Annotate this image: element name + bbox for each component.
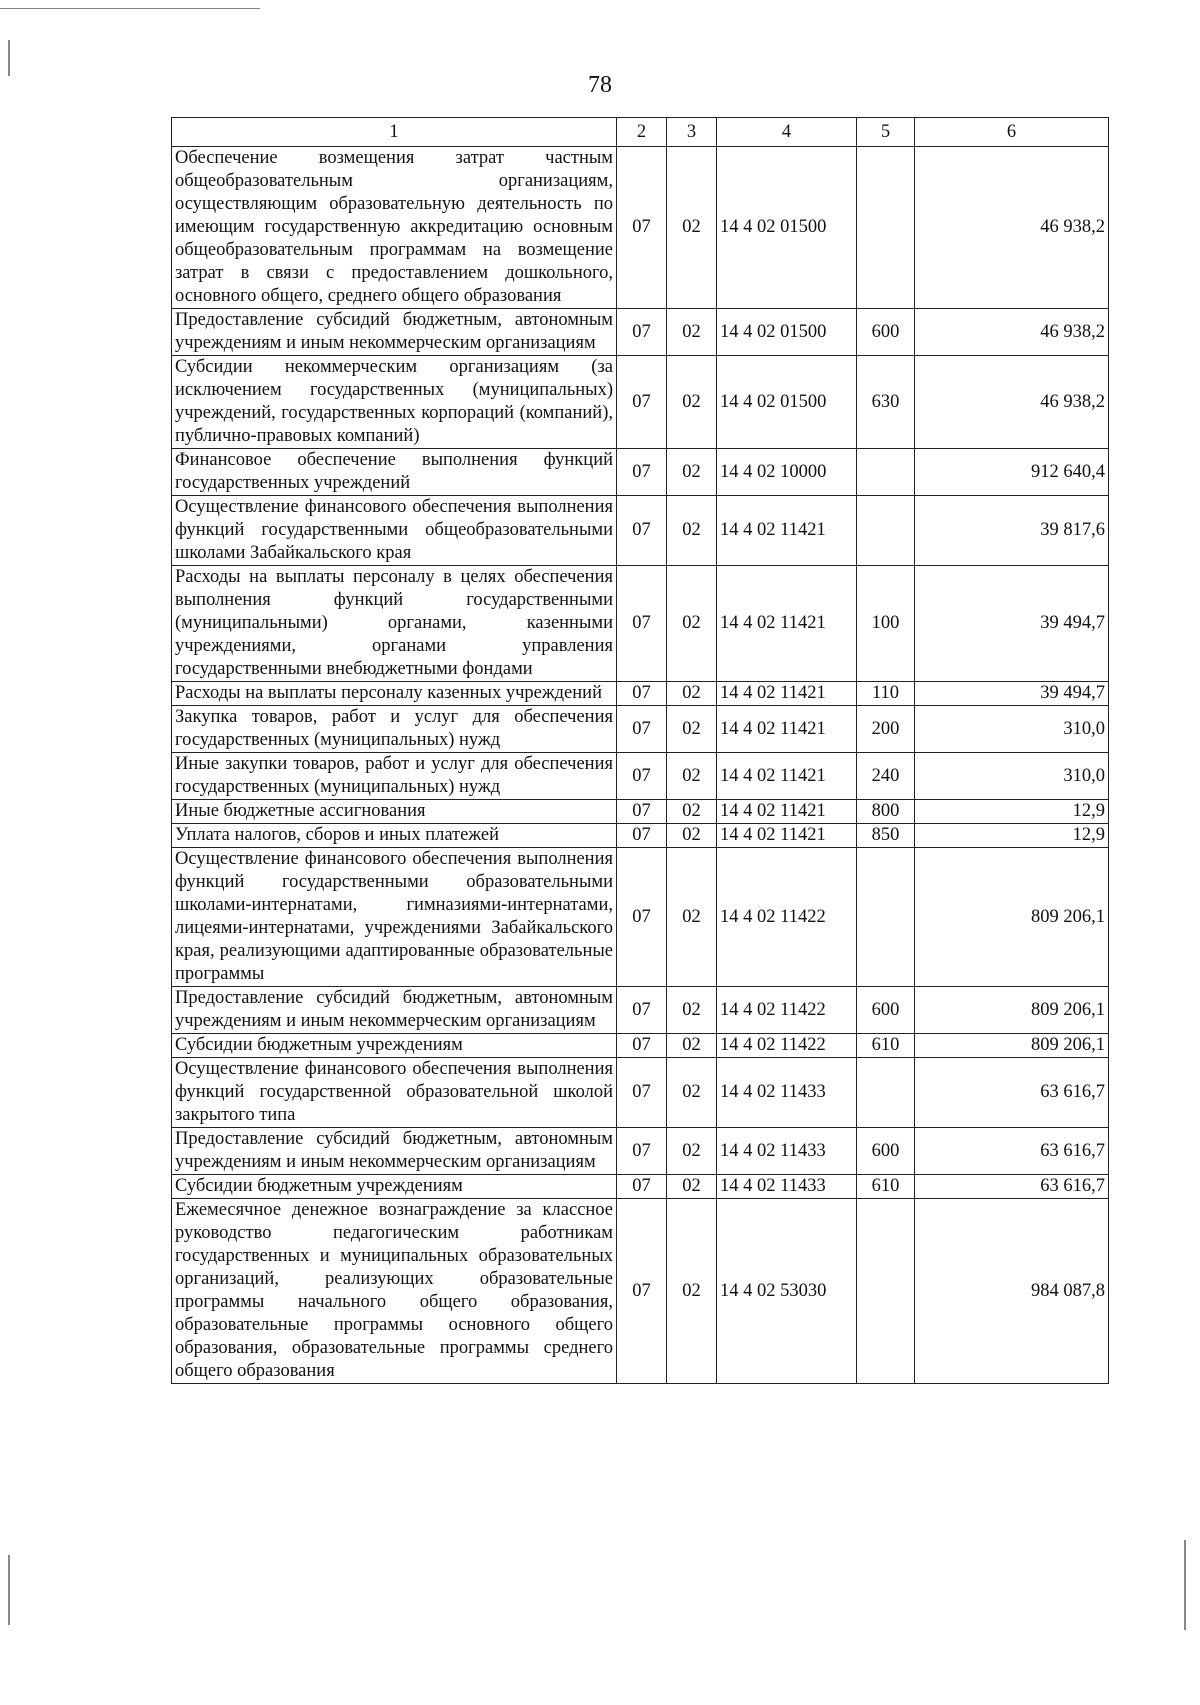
section-code: 07 — [617, 309, 667, 356]
subsection-code: 02 — [667, 1058, 717, 1128]
amount-value: 912 640,4 — [915, 449, 1109, 496]
expense-type-code — [857, 449, 915, 496]
expense-type-code: 850 — [857, 824, 915, 848]
subsection-code: 02 — [667, 496, 717, 566]
table-row — [172, 682, 1109, 706]
row-name: Предоставление субсидий бюджетным, автономным учреждениям и иным некоммерческим организациям — [172, 987, 617, 1034]
table-row — [172, 449, 1109, 496]
row-name: Закупка товаров, работ и услуг для обеспечения государственных (муниципальных) нужд — [172, 706, 617, 753]
expense-type-code: 110 — [857, 682, 915, 706]
target-article-code: 14 4 02 11421 — [717, 824, 857, 848]
row-name: Ежемесячное денежное вознаграждение за классное руководство педагогическим работникам государственных и муниципальных образовательных организаций, реализующих образовательные программы начального общего образования, образовательные программы основного общего образования, образовательные программы среднего общего образования — [172, 1199, 617, 1384]
expense-type-code — [857, 1199, 915, 1384]
expense-type-code — [857, 147, 915, 309]
amount-value: 12,9 — [915, 800, 1109, 824]
expense-type-code: 100 — [857, 566, 915, 682]
section-code: 07 — [617, 1034, 667, 1058]
target-article-code: 14 4 02 11421 — [717, 800, 857, 824]
section-code: 07 — [617, 800, 667, 824]
amount-value: 39 494,7 — [915, 682, 1109, 706]
expense-type-code: 800 — [857, 800, 915, 824]
section-code: 07 — [617, 1199, 667, 1384]
section-code: 07 — [617, 824, 667, 848]
row-name: Субсидии некоммерческим организациям (за исключением государственных (муниципальных) учреждений, государственных корпораций (компаний), публично-правовых компаний) — [172, 356, 617, 449]
section-code: 07 — [617, 706, 667, 753]
table-row — [172, 753, 1109, 800]
row-name: Финансовое обеспечение выполнения функций государственных учреждений — [172, 449, 617, 496]
amount-value: 39 494,7 — [915, 566, 1109, 682]
expense-type-code: 600 — [857, 987, 915, 1034]
row-name: Осуществление финансового обеспечения выполнения функций государственной образовательной школой закрытого типа — [172, 1058, 617, 1128]
subsection-code: 02 — [667, 848, 717, 987]
expense-type-code: 200 — [857, 706, 915, 753]
target-article-code: 14 4 02 10000 — [717, 449, 857, 496]
budget-table — [171, 117, 1109, 1384]
table-row — [172, 1058, 1109, 1128]
table-row — [172, 309, 1109, 356]
column-header: 2 — [617, 118, 667, 147]
section-code: 07 — [617, 987, 667, 1034]
section-code: 07 — [617, 1058, 667, 1128]
row-name: Уплата налогов, сборов и иных платежей — [172, 824, 617, 848]
column-header: 5 — [857, 118, 915, 147]
section-code: 07 — [617, 566, 667, 682]
section-code: 07 — [617, 753, 667, 800]
scan-edge-mark — [1184, 1540, 1186, 1630]
section-code: 07 — [617, 356, 667, 449]
target-article-code: 14 4 02 11422 — [717, 1034, 857, 1058]
page-number: 78 — [588, 72, 612, 98]
row-name: Иные закупки товаров, работ и услуг для обеспечения государственных (муниципальных) нужд — [172, 753, 617, 800]
target-article-code: 14 4 02 11422 — [717, 848, 857, 987]
target-article-code: 14 4 02 01500 — [717, 147, 857, 309]
scan-edge-mark — [0, 8, 260, 9]
subsection-code: 02 — [667, 753, 717, 800]
target-article-code: 14 4 02 11433 — [717, 1175, 857, 1199]
target-article-code: 14 4 02 01500 — [717, 309, 857, 356]
table-row — [172, 566, 1109, 682]
row-name: Осуществление финансового обеспечения выполнения функций государственными образовательными школами-интернатами, гимназиями-интернатами, лицеями-интернатами, учреждениями Забайкальского края, реализующими адаптированные образовательные программы — [172, 848, 617, 987]
expense-type-code — [857, 1058, 915, 1128]
target-article-code: 14 4 02 53030 — [717, 1199, 857, 1384]
row-name: Расходы на выплаты персоналу в целях обеспечения выполнения функций государственными (муниципальными) органами, казенными учреждениями, органами управления государственными внебюджетными фондами — [172, 566, 617, 682]
table-row — [172, 356, 1109, 449]
target-article-code: 14 4 02 11433 — [717, 1128, 857, 1175]
subsection-code: 02 — [667, 1199, 717, 1384]
budget-table-body — [172, 118, 1109, 1384]
subsection-code: 02 — [667, 449, 717, 496]
expense-type-code — [857, 848, 915, 987]
section-code: 07 — [617, 1175, 667, 1199]
amount-value: 984 087,8 — [915, 1199, 1109, 1384]
amount-value: 809 206,1 — [915, 987, 1109, 1034]
target-article-code: 14 4 02 11421 — [717, 753, 857, 800]
row-name: Субсидии бюджетным учреждениям — [172, 1175, 617, 1199]
amount-value: 310,0 — [915, 706, 1109, 753]
amount-value: 63 616,7 — [915, 1175, 1109, 1199]
subsection-code: 02 — [667, 800, 717, 824]
column-header: 6 — [915, 118, 1109, 147]
expense-type-code: 610 — [857, 1034, 915, 1058]
subsection-code: 02 — [667, 1175, 717, 1199]
row-name: Субсидии бюджетным учреждениям — [172, 1034, 617, 1058]
column-header: 4 — [717, 118, 857, 147]
amount-value: 46 938,2 — [915, 309, 1109, 356]
expense-type-code: 630 — [857, 356, 915, 449]
table-header-row — [172, 118, 1109, 147]
column-header: 1 — [172, 118, 617, 147]
expense-type-code: 240 — [857, 753, 915, 800]
table-row — [172, 987, 1109, 1034]
table-row — [172, 147, 1109, 309]
target-article-code: 14 4 02 11422 — [717, 987, 857, 1034]
table-row — [172, 706, 1109, 753]
amount-value: 809 206,1 — [915, 848, 1109, 987]
expense-type-code: 600 — [857, 309, 915, 356]
row-name: Обеспечение возмещения затрат частным общеобразовательным организациям, осуществляющим образовательную деятельность по имеющим государственную аккредитацию основным общеобразовательным программам на возмещение затрат в связи с предоставлением дошкольного, основного общего, среднего общего образования — [172, 147, 617, 309]
table-row — [172, 1175, 1109, 1199]
row-name: Предоставление субсидий бюджетным, автономным учреждениям и иным некоммерческим организациям — [172, 309, 617, 356]
target-article-code: 14 4 02 01500 — [717, 356, 857, 449]
subsection-code: 02 — [667, 147, 717, 309]
subsection-code: 02 — [667, 309, 717, 356]
subsection-code: 02 — [667, 706, 717, 753]
target-article-code: 14 4 02 11421 — [717, 706, 857, 753]
target-article-code: 14 4 02 11421 — [717, 566, 857, 682]
table-row — [172, 848, 1109, 987]
table-row — [172, 1034, 1109, 1058]
subsection-code: 02 — [667, 682, 717, 706]
column-header: 3 — [667, 118, 717, 147]
target-article-code: 14 4 02 11433 — [717, 1058, 857, 1128]
amount-value: 63 616,7 — [915, 1128, 1109, 1175]
section-code: 07 — [617, 147, 667, 309]
target-article-code: 14 4 02 11421 — [717, 682, 857, 706]
row-name: Расходы на выплаты персоналу казенных учреждений — [172, 682, 617, 706]
row-name: Осуществление финансового обеспечения выполнения функций государственными общеобразовательными школами Забайкальского края — [172, 496, 617, 566]
expense-type-code: 610 — [857, 1175, 915, 1199]
amount-value: 39 817,6 — [915, 496, 1109, 566]
subsection-code: 02 — [667, 987, 717, 1034]
section-code: 07 — [617, 848, 667, 987]
table-row — [172, 496, 1109, 566]
section-code: 07 — [617, 449, 667, 496]
row-name: Предоставление субсидий бюджетным, автономным учреждениям и иным некоммерческим организациям — [172, 1128, 617, 1175]
table-row — [172, 1128, 1109, 1175]
subsection-code: 02 — [667, 1128, 717, 1175]
table-row — [172, 800, 1109, 824]
section-code: 07 — [617, 682, 667, 706]
target-article-code: 14 4 02 11421 — [717, 496, 857, 566]
table-row — [172, 824, 1109, 848]
expense-type-code: 600 — [857, 1128, 915, 1175]
row-name: Иные бюджетные ассигнования — [172, 800, 617, 824]
table-row — [172, 1199, 1109, 1384]
section-code: 07 — [617, 496, 667, 566]
scan-edge-mark — [8, 1555, 10, 1625]
subsection-code: 02 — [667, 824, 717, 848]
amount-value: 310,0 — [915, 753, 1109, 800]
amount-value: 46 938,2 — [915, 147, 1109, 309]
amount-value: 63 616,7 — [915, 1058, 1109, 1128]
subsection-code: 02 — [667, 566, 717, 682]
scan-edge-mark — [8, 40, 10, 76]
section-code: 07 — [617, 1128, 667, 1175]
expense-type-code — [857, 496, 915, 566]
amount-value: 46 938,2 — [915, 356, 1109, 449]
subsection-code: 02 — [667, 1034, 717, 1058]
subsection-code: 02 — [667, 356, 717, 449]
amount-value: 809 206,1 — [915, 1034, 1109, 1058]
amount-value: 12,9 — [915, 824, 1109, 848]
